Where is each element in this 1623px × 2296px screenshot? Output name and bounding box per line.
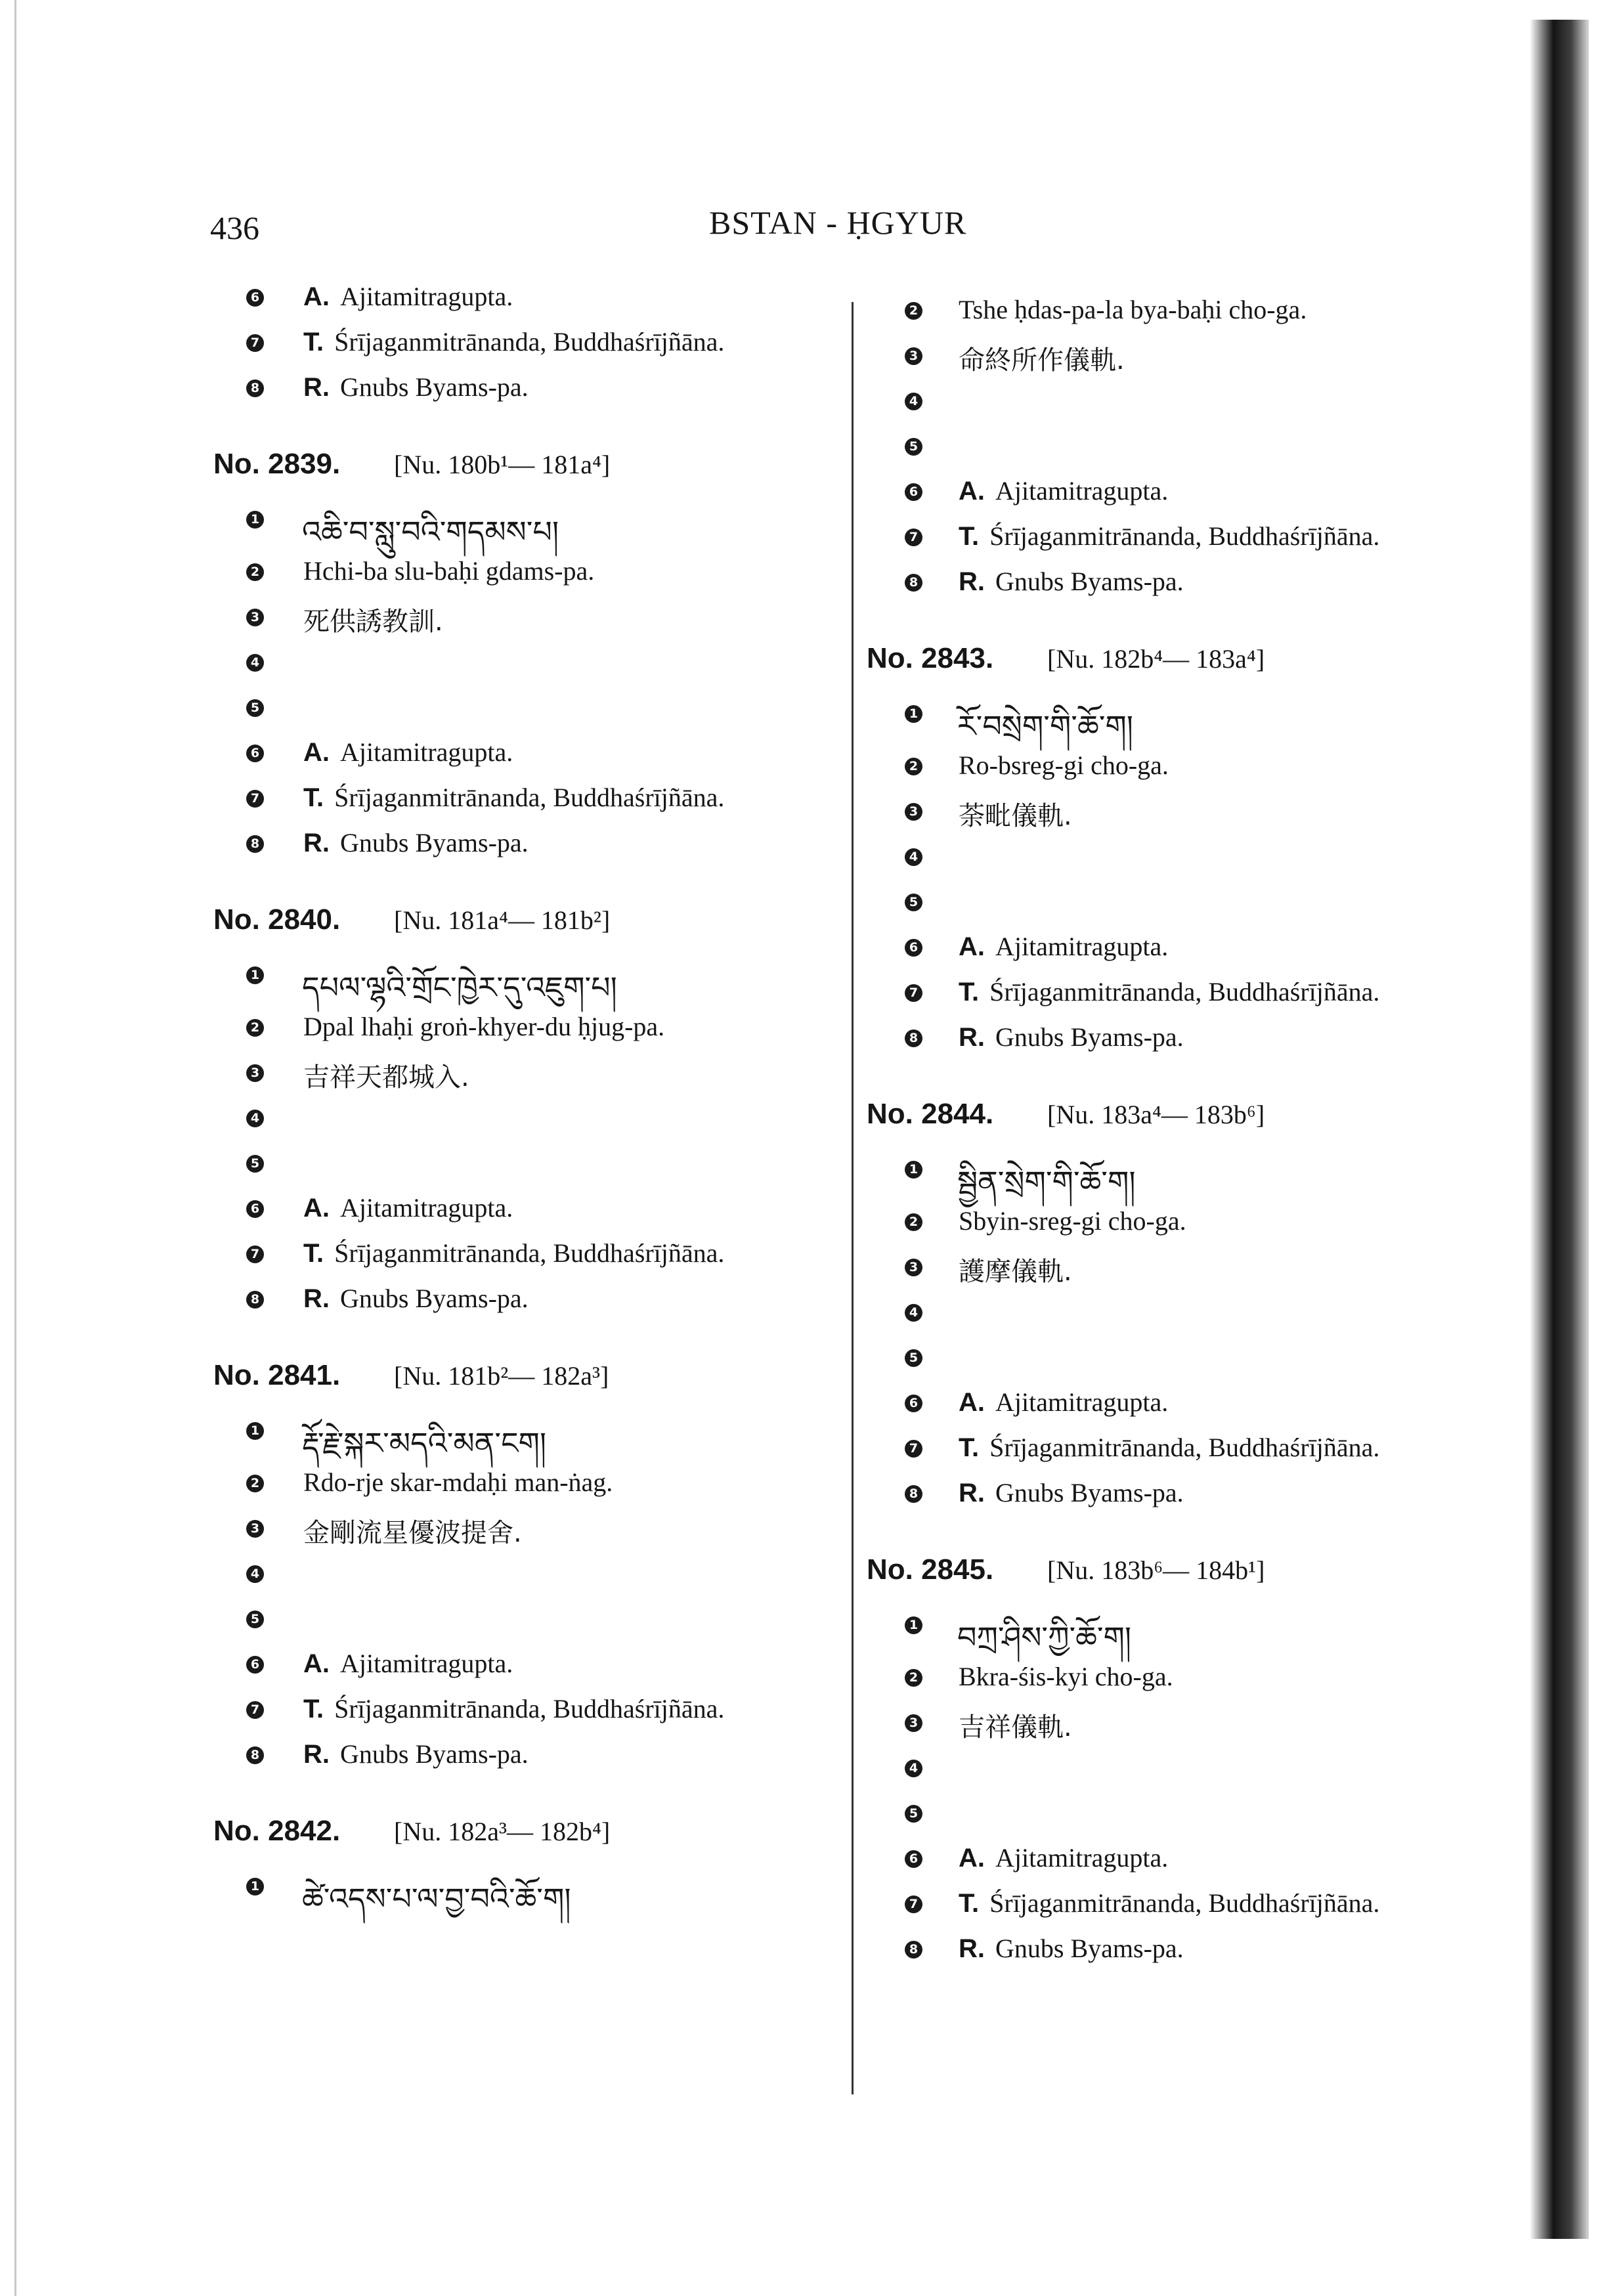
entry-author-label: A.	[303, 1194, 330, 1223]
marker-7-icon: 7	[246, 790, 264, 808]
entry-reviser-label: R.	[959, 1479, 985, 1507]
entry-author-value: Ajitamitragupta.	[340, 1193, 513, 1223]
marker-1-icon: 1	[905, 1161, 922, 1179]
entry-translator-value: Śrījaganmitrānanda, Buddhaśrījñāna.	[989, 1433, 1380, 1462]
entry-reviser-label: R.	[959, 1934, 985, 1963]
cont-translator-value: Śrījaganmitrānanda, Buddhaśrījñāna.	[334, 327, 725, 357]
entry-tibetan-title: ཚེ་འདས་པ་ལ་བྱ་བའི་ཆོ་ག།	[302, 1881, 571, 1917]
entry-folio-ref: [Nu. 183a⁴— 183b⁶]	[1047, 1100, 1265, 1129]
entry-translator-value: Śrījaganmitrānanda, Buddhaśrījñāna.	[989, 1888, 1380, 1918]
entry-folio-ref: [Nu. 182a³— 182b⁴]	[394, 1817, 611, 1846]
cont-reviser	[959, 566, 1184, 597]
marker-6-icon: 6	[246, 1200, 264, 1218]
marker-8-icon: 8	[246, 835, 264, 853]
entry-author-label: A.	[959, 932, 985, 961]
marker-3-icon: 3	[905, 1714, 922, 1732]
entry-number: No. 2839.	[213, 448, 341, 480]
entry-reviser-label: R.	[959, 1023, 985, 1052]
cont-translator	[303, 326, 724, 357]
entry-translator-value: Śrījaganmitrānanda, Buddhaśrījñāna.	[334, 783, 725, 812]
entry-translator	[959, 1432, 1379, 1463]
entry-folio-ref: [Nu. 181a⁴— 181b²]	[394, 905, 611, 935]
marker-7-icon: 7	[905, 1895, 922, 1913]
marker-6-icon: 6	[246, 289, 264, 307]
entry-folio-ref: [Nu. 180b¹— 181a⁴]	[394, 450, 611, 479]
entry-author-value: Ajitamitragupta.	[340, 737, 513, 767]
entry-author-label: A.	[303, 1649, 330, 1678]
cont-chinese: 命終所作儀軌.	[959, 345, 1125, 376]
marker-4-icon: 4	[905, 848, 922, 866]
marker-7-icon: 7	[905, 529, 922, 546]
entry-translator-label: T.	[959, 1889, 980, 1918]
entry-tibetan-title: རྡོ་རྗེ་སྐར་མདའི་མན་ངག།	[302, 1425, 547, 1461]
entry-chinese-title: 荼毗儀軌.	[959, 801, 1072, 831]
marker-4-icon: 4	[246, 1565, 264, 1583]
marker-7-icon: 7	[246, 334, 264, 352]
marker-3-icon: 3	[246, 609, 264, 626]
marker-2-icon: 2	[905, 302, 922, 320]
page-number: 436	[210, 209, 259, 246]
marker-4-icon: 4	[246, 654, 264, 672]
marker-3-icon: 3	[246, 1520, 264, 1538]
marker-1-icon: 1	[905, 1616, 922, 1634]
entry-tibetan-title: རོ་བསྲེག་གི་ཆོ་ག།	[957, 708, 1133, 744]
entry-translator	[303, 1238, 724, 1268]
entry-reviser-label: R.	[303, 1740, 330, 1769]
entry-translator-value: Śrījaganmitrānanda, Buddhaśrījñāna.	[334, 1694, 725, 1723]
entry-reviser-label: R.	[303, 829, 330, 857]
scan-left-rule	[14, 0, 16, 2296]
marker-8-icon: 8	[905, 1029, 922, 1047]
entry-transliteration: Dpal lhaḥi groṅ-khyer-du ḥjug-pa.	[303, 1012, 665, 1041]
marker-1-icon: 1	[246, 1878, 264, 1895]
marker-3-icon: 3	[905, 803, 922, 821]
entry-reviser	[959, 1022, 1184, 1052]
scan-dark-edge	[1530, 20, 1589, 2239]
entry-author	[959, 1842, 1168, 1873]
entry-transliteration: Ro-bsreg-gi cho-ga.	[959, 750, 1169, 780]
entry-translator	[303, 1693, 724, 1724]
marker-5-icon: 5	[905, 894, 922, 911]
entry-author	[959, 1387, 1168, 1418]
marker-5-icon: 5	[246, 699, 264, 717]
marker-6-icon: 6	[246, 1656, 264, 1674]
marker-2-icon: 2	[246, 563, 264, 581]
entry-tibetan-title: དཔལ་ལྷའི་གྲོང་ཁྱེར་དུ་འཇུག་པ།	[302, 970, 617, 1005]
cont-author	[959, 475, 1168, 506]
marker-5-icon: 5	[246, 1611, 264, 1628]
cont-reviser-value: Gnubs Byams-pa.	[995, 567, 1184, 596]
marker-1-icon: 1	[246, 511, 264, 529]
marker-2-icon: 2	[246, 1475, 264, 1492]
entry-translator-value: Śrījaganmitrānanda, Buddhaśrījñāna.	[989, 977, 1380, 1007]
entry-author	[303, 1192, 513, 1223]
marker-6-icon: 6	[905, 939, 922, 957]
entry-number: No. 2841.	[213, 1359, 341, 1391]
cont-author-label: A.	[959, 477, 985, 506]
entry-tibetan-title: སྦྱིན་སྲེག་གི་ཆོ་ག།	[957, 1164, 1136, 1200]
entry-author-label: A.	[959, 1388, 985, 1417]
column-divider	[852, 302, 854, 2094]
marker-2-icon: 2	[905, 758, 922, 775]
marker-8-icon: 8	[905, 1485, 922, 1503]
marker-4-icon: 4	[905, 393, 922, 410]
marker-8-icon: 8	[905, 574, 922, 592]
marker-3-icon: 3	[905, 347, 922, 365]
entry-transliteration: Rdo-rje skar-mdaḥi man-ṅag.	[303, 1467, 613, 1497]
entry-author-value: Ajitamitragupta.	[995, 1843, 1169, 1873]
entry-author	[303, 1648, 513, 1679]
entry-number: No. 2840.	[213, 903, 341, 936]
entry-tibetan-title: བཀྲ་ཤིས་ཀྱི་ཆོ་ག།	[957, 1620, 1132, 1655]
marker-1-icon: 1	[246, 966, 264, 984]
entry-reviser	[959, 1477, 1184, 1508]
entry-number: No. 2842.	[213, 1815, 341, 1847]
cont-translit: Tshe ḥdas-pa-la bya-baḥi cho-ga.	[959, 295, 1307, 324]
entry-reviser-value: Gnubs Byams-pa.	[995, 1478, 1184, 1507]
entry-folio-ref: [Nu. 182b⁴— 183a⁴]	[1047, 644, 1265, 674]
entry-reviser	[959, 1933, 1184, 1964]
entry-reviser-value: Gnubs Byams-pa.	[340, 1739, 529, 1769]
cont-reviser-label: R.	[303, 373, 330, 402]
cont-translator-label: T.	[303, 328, 324, 357]
entry-translator-label: T.	[303, 1239, 324, 1268]
marker-7-icon: 7	[905, 984, 922, 1002]
marker-8-icon: 8	[905, 1941, 922, 1959]
cont-translator	[959, 521, 1379, 552]
entry-author	[303, 737, 513, 768]
cont-author-label: A.	[303, 282, 330, 311]
entry-reviser-value: Gnubs Byams-pa.	[995, 1934, 1184, 1963]
marker-4-icon: 4	[905, 1760, 922, 1777]
marker-5-icon: 5	[905, 1805, 922, 1823]
entry-tibetan-title: འཆི་བ་སླུ་བའི་གདམས་པ།	[302, 514, 559, 550]
entry-reviser-value: Gnubs Byams-pa.	[340, 1284, 529, 1313]
entry-author-label: A.	[959, 1844, 985, 1873]
marker-2-icon: 2	[246, 1019, 264, 1037]
cont-author-value: Ajitamitragupta.	[995, 476, 1169, 506]
entry-number: No. 2844.	[867, 1098, 994, 1130]
entry-chinese-title: 金剛流星優波提舍.	[303, 1518, 522, 1548]
entry-chinese-title: 吉祥儀軌.	[959, 1712, 1072, 1743]
entry-translator-label: T.	[959, 978, 980, 1007]
marker-6-icon: 6	[905, 1395, 922, 1412]
entry-folio-ref: [Nu. 183b⁶— 184b¹]	[1047, 1555, 1265, 1585]
cont-reviser-label: R.	[959, 567, 985, 596]
marker-2-icon: 2	[905, 1669, 922, 1687]
entry-author-value: Ajitamitragupta.	[340, 1649, 513, 1678]
entry-chinese-title: 護摩儀軌.	[959, 1257, 1072, 1287]
cont-reviser	[303, 372, 529, 402]
entry-translator-label: T.	[303, 1695, 324, 1723]
entry-chinese-title: 吉祥天都城入.	[303, 1062, 469, 1093]
entry-reviser	[303, 827, 529, 858]
entry-reviser-value: Gnubs Byams-pa.	[340, 828, 529, 857]
marker-8-icon: 8	[246, 379, 264, 397]
cont-author-value: Ajitamitragupta.	[340, 282, 513, 311]
entry-translator	[303, 782, 724, 813]
marker-6-icon: 6	[905, 1850, 922, 1868]
entry-folio-ref: [Nu. 181b²— 182a³]	[394, 1361, 609, 1391]
cont-translator-label: T.	[959, 522, 980, 551]
entry-transliteration: Sbyin-sreg-gi cho-ga.	[959, 1206, 1186, 1236]
marker-4-icon: 4	[246, 1110, 264, 1127]
marker-3-icon: 3	[905, 1259, 922, 1276]
marker-5-icon: 5	[905, 438, 922, 456]
entry-number: No. 2843.	[867, 642, 994, 674]
cont-reviser-value: Gnubs Byams-pa.	[340, 372, 529, 402]
entry-transliteration: Bkra-śis-kyi cho-ga.	[959, 1662, 1173, 1691]
entry-reviser	[303, 1283, 529, 1314]
marker-7-icon: 7	[905, 1440, 922, 1458]
entry-translator	[959, 1888, 1379, 1918]
marker-6-icon: 6	[905, 483, 922, 501]
entry-translator-value: Śrījaganmitrānanda, Buddhaśrījñāna.	[334, 1238, 725, 1268]
entry-author	[959, 931, 1168, 962]
entry-translator	[959, 976, 1379, 1007]
marker-8-icon: 8	[246, 1291, 264, 1309]
entry-author-value: Ajitamitragupta.	[995, 1387, 1169, 1417]
marker-7-icon: 7	[246, 1245, 264, 1263]
marker-4-icon: 4	[905, 1304, 922, 1322]
entry-reviser	[303, 1739, 529, 1769]
marker-6-icon: 6	[246, 745, 264, 762]
cont-author	[303, 281, 513, 312]
entry-translator-label: T.	[303, 783, 324, 812]
entry-number: No. 2845.	[867, 1553, 994, 1586]
entry-author-value: Ajitamitragupta.	[995, 932, 1169, 961]
entry-reviser-value: Gnubs Byams-pa.	[995, 1022, 1184, 1052]
marker-7-icon: 7	[246, 1701, 264, 1719]
marker-1-icon: 1	[246, 1422, 264, 1440]
marker-5-icon: 5	[246, 1155, 264, 1173]
entry-translator-label: T.	[959, 1433, 980, 1462]
entry-reviser-label: R.	[303, 1284, 330, 1313]
marker-5-icon: 5	[905, 1349, 922, 1367]
entry-transliteration: Hchi-ba slu-baḥi gdams-pa.	[303, 556, 595, 586]
marker-2-icon: 2	[905, 1213, 922, 1231]
entry-chinese-title: 死供誘教訓.	[303, 607, 443, 637]
marker-8-icon: 8	[246, 1746, 264, 1764]
marker-3-icon: 3	[246, 1064, 264, 1082]
entry-author-label: A.	[303, 738, 330, 767]
marker-1-icon: 1	[905, 705, 922, 723]
cont-translator-value: Śrījaganmitrānanda, Buddhaśrījñāna.	[989, 521, 1380, 551]
running-title: BSTAN - ḤGYUR	[709, 204, 967, 241]
